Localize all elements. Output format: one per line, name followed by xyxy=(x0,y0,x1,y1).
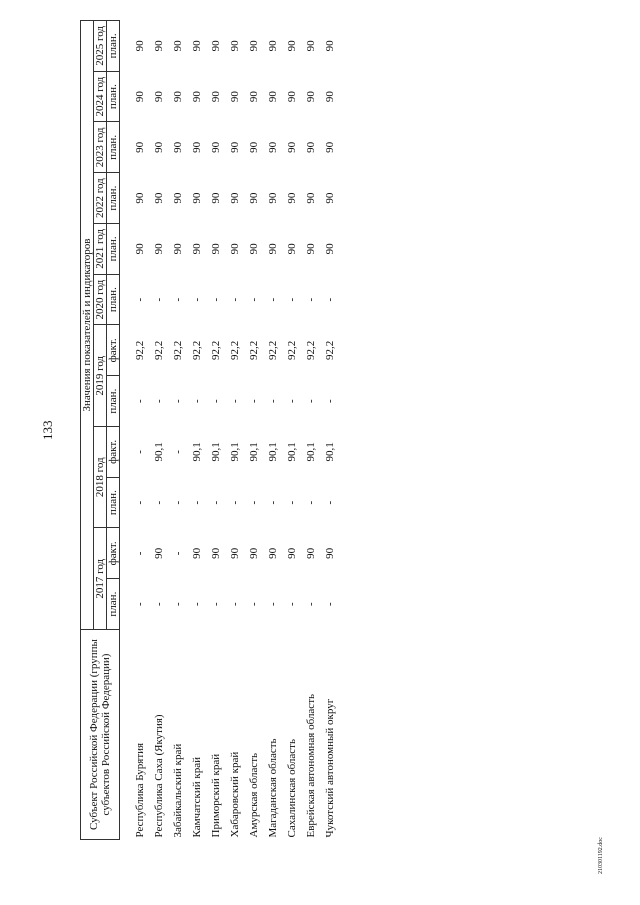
value-cell: 90 xyxy=(228,91,241,103)
subject-name: Республика Саха (Якутия) xyxy=(152,714,165,838)
value-cell: 92,2 xyxy=(285,340,298,360)
value-cell: - xyxy=(304,602,317,606)
value-cell: 90,1 xyxy=(285,442,298,462)
sub-header: план. xyxy=(107,376,120,427)
value-cell: 90 xyxy=(190,141,203,153)
value-cell: 90 xyxy=(209,141,222,153)
value-cell: 90 xyxy=(171,40,184,52)
value-cell: 90 xyxy=(152,141,165,153)
indicator-table xyxy=(80,20,339,840)
value-cell: - xyxy=(266,602,279,606)
value-cell: - xyxy=(285,500,298,505)
value-cell: 90 xyxy=(228,192,241,204)
year-header: 2025 год xyxy=(94,21,107,72)
value-cell: 92,2 xyxy=(266,340,279,360)
subject-name: Республика Бурятия xyxy=(133,742,146,838)
value-cell: 90 xyxy=(323,547,336,559)
value-cell: 90 xyxy=(190,547,203,559)
value-cell: - xyxy=(304,399,317,403)
rotated-table-container xyxy=(80,20,580,840)
value-cell: 90,1 xyxy=(190,442,203,462)
value-cell: - xyxy=(171,500,184,505)
value-cell: 90 xyxy=(266,91,279,103)
value-cell: 90,1 xyxy=(266,442,279,462)
value-cell: - xyxy=(209,500,222,505)
table-body xyxy=(120,21,340,840)
value-cell: 90 xyxy=(133,243,146,255)
value-cell: 90 xyxy=(133,141,146,153)
value-cell: 90 xyxy=(171,243,184,255)
value-cell: 90 xyxy=(190,192,203,204)
value-cell: - xyxy=(171,297,184,302)
value-cell: - xyxy=(133,450,146,454)
value-cell: - xyxy=(152,602,165,606)
year-header: 2024 год xyxy=(94,71,107,122)
year-header: 2019 год xyxy=(94,325,107,427)
sub-header: план. xyxy=(107,274,120,325)
sub-header: план. xyxy=(107,477,120,528)
table-row xyxy=(206,21,225,840)
subject-name: Магаданская область xyxy=(266,738,279,838)
value-cell: - xyxy=(228,399,241,403)
value-cell: 90 xyxy=(266,40,279,52)
value-cell: 90 xyxy=(285,40,298,52)
table-row xyxy=(225,21,244,840)
spacer-row xyxy=(120,21,131,840)
value-cell: - xyxy=(133,500,146,505)
table-row xyxy=(301,21,320,840)
value-cell: 90 xyxy=(304,91,317,103)
value-cell: 92,2 xyxy=(171,340,184,360)
sub-header: план. xyxy=(107,579,120,630)
value-cell: 90 xyxy=(171,192,184,204)
value-cell: 90 xyxy=(266,243,279,255)
value-cell: 90 xyxy=(285,192,298,204)
year-header: 2020 год xyxy=(94,274,107,325)
sub-header: план. xyxy=(107,122,120,173)
value-cell: 90 xyxy=(152,243,165,255)
value-cell: - xyxy=(190,602,203,606)
value-cell: 90 xyxy=(247,547,260,559)
value-cell: - xyxy=(133,297,146,302)
value-cell: 90 xyxy=(266,141,279,153)
value-cell: 90 xyxy=(247,192,260,204)
table-row xyxy=(130,21,149,840)
table-row xyxy=(149,21,168,840)
value-cell: 92,2 xyxy=(247,340,260,360)
value-cell: - xyxy=(323,602,336,606)
value-cell: - xyxy=(247,602,260,606)
value-cell: 90 xyxy=(323,40,336,52)
value-cell: 90 xyxy=(247,243,260,255)
value-cell: - xyxy=(209,297,222,302)
header-row-1 xyxy=(81,21,94,840)
sub-header: факт. xyxy=(107,427,120,478)
value-cell: - xyxy=(171,399,184,403)
value-cell: 90 xyxy=(190,243,203,255)
value-cell: 90 xyxy=(266,547,279,559)
value-cell: 92,2 xyxy=(323,340,336,360)
value-cell: - xyxy=(247,297,260,302)
subject-name: Амурская область xyxy=(247,752,260,838)
subject-name: Забайкальский край xyxy=(171,743,184,838)
value-cell: 90 xyxy=(323,91,336,103)
table-row xyxy=(320,21,339,840)
sub-header: план. xyxy=(107,21,120,72)
value-cell: - xyxy=(133,551,146,556)
value-cell: 90 xyxy=(228,141,241,153)
value-cell: 90 xyxy=(323,141,336,153)
sub-header: план. xyxy=(107,224,120,275)
year-header: 2021 год xyxy=(94,224,107,275)
value-cell: 90,1 xyxy=(304,442,317,462)
value-cell: 90 xyxy=(209,547,222,559)
value-cell: - xyxy=(323,297,336,302)
values-group-header: Значения показателей и индикаторов xyxy=(81,21,94,630)
subject-name: Хабаровский край xyxy=(228,751,241,838)
value-cell: - xyxy=(190,500,203,505)
sub-header: план. xyxy=(107,71,120,122)
value-cell: - xyxy=(266,399,279,403)
value-cell: - xyxy=(228,602,241,606)
value-cell: - xyxy=(152,399,165,403)
value-cell: 90,1 xyxy=(209,442,222,462)
subject-name: Приморский край xyxy=(209,753,222,838)
value-cell: 90,1 xyxy=(152,442,165,462)
table-row xyxy=(282,21,301,840)
value-cell: 90 xyxy=(304,192,317,204)
value-cell: - xyxy=(266,500,279,505)
value-cell: - xyxy=(133,399,146,403)
value-cell: 92,2 xyxy=(228,340,241,360)
value-cell: - xyxy=(285,297,298,302)
value-cell: 90 xyxy=(228,243,241,255)
value-cell: 90 xyxy=(209,192,222,204)
value-cell: 90 xyxy=(228,40,241,52)
value-cell: 90 xyxy=(209,91,222,103)
subject-name: Чукотский автономный округ xyxy=(323,698,336,838)
value-cell: 90 xyxy=(304,141,317,153)
value-cell: 90 xyxy=(323,192,336,204)
value-cell: 90 xyxy=(304,547,317,559)
sub-header: план. xyxy=(107,173,120,224)
sub-header: факт. xyxy=(107,325,120,376)
subject-name: Камчатский край xyxy=(190,757,203,838)
value-cell: - xyxy=(228,500,241,505)
value-cell: 90 xyxy=(152,547,165,559)
value-cell: 92,2 xyxy=(209,340,222,360)
value-cell: 90 xyxy=(171,91,184,103)
value-cell: 90 xyxy=(247,141,260,153)
year-header: 2022 год xyxy=(94,173,107,224)
page-number: 133 xyxy=(40,420,55,440)
value-cell: - xyxy=(171,602,184,606)
value-cell: 92,2 xyxy=(133,340,146,360)
value-cell: 90 xyxy=(152,192,165,204)
value-cell: 90 xyxy=(133,91,146,103)
value-cell: 90 xyxy=(285,91,298,103)
sub-header: факт. xyxy=(107,528,120,579)
value-cell: 90 xyxy=(323,243,336,255)
value-cell: 90 xyxy=(209,243,222,255)
subject-name: Сахалинская область xyxy=(285,739,298,838)
value-cell: 90 xyxy=(133,192,146,204)
value-cell: 90 xyxy=(285,547,298,559)
value-cell: - xyxy=(304,500,317,505)
table-row xyxy=(187,21,206,840)
value-cell: 92,2 xyxy=(190,340,203,360)
value-cell: 90 xyxy=(152,40,165,52)
footer-file-code: 210301192.doc xyxy=(598,837,604,874)
year-header: 2023 год xyxy=(94,122,107,173)
year-header: 2018 год xyxy=(94,427,107,529)
value-cell: 90 xyxy=(304,40,317,52)
value-cell: - xyxy=(247,500,260,505)
value-cell: - xyxy=(171,450,184,454)
value-cell: 90 xyxy=(247,40,260,52)
value-cell: 90 xyxy=(171,141,184,153)
value-cell: - xyxy=(266,297,279,302)
table-row xyxy=(263,21,282,840)
value-cell: 90,1 xyxy=(323,442,336,462)
value-cell: 90 xyxy=(285,141,298,153)
value-cell: 90 xyxy=(190,40,203,52)
table-row xyxy=(168,21,187,840)
value-cell: 90 xyxy=(228,547,241,559)
value-cell: - xyxy=(152,297,165,302)
value-cell: 90 xyxy=(209,40,222,52)
value-cell: - xyxy=(152,500,165,505)
value-cell: - xyxy=(323,399,336,403)
value-cell: - xyxy=(190,399,203,403)
value-cell: 90 xyxy=(190,91,203,103)
value-cell: 90,1 xyxy=(247,442,260,462)
value-cell: 90 xyxy=(152,91,165,103)
value-cell: - xyxy=(285,399,298,403)
value-cell: 92,2 xyxy=(304,340,317,360)
table-row xyxy=(244,21,263,840)
value-cell: - xyxy=(209,399,222,403)
value-cell: - xyxy=(304,297,317,302)
value-cell: 90 xyxy=(285,243,298,255)
value-cell: 90 xyxy=(133,40,146,52)
value-cell: - xyxy=(228,297,241,302)
year-header: 2017 год xyxy=(94,528,107,630)
value-cell: - xyxy=(209,602,222,606)
value-cell: 90 xyxy=(247,91,260,103)
value-cell: 90,1 xyxy=(228,442,241,462)
value-cell: - xyxy=(171,551,184,556)
value-cell: 92,2 xyxy=(152,340,165,360)
value-cell: - xyxy=(133,602,146,606)
value-cell: - xyxy=(323,500,336,505)
value-cell: 90 xyxy=(266,192,279,204)
value-cell: - xyxy=(190,297,203,302)
subject-column-header: Субъект Российской Федерации (группы субъектов Российской Федерации) xyxy=(81,630,120,840)
value-cell: - xyxy=(285,602,298,606)
subject-name: Еврейская автономная область xyxy=(304,693,317,838)
value-cell: - xyxy=(247,399,260,403)
value-cell: 90 xyxy=(304,243,317,255)
